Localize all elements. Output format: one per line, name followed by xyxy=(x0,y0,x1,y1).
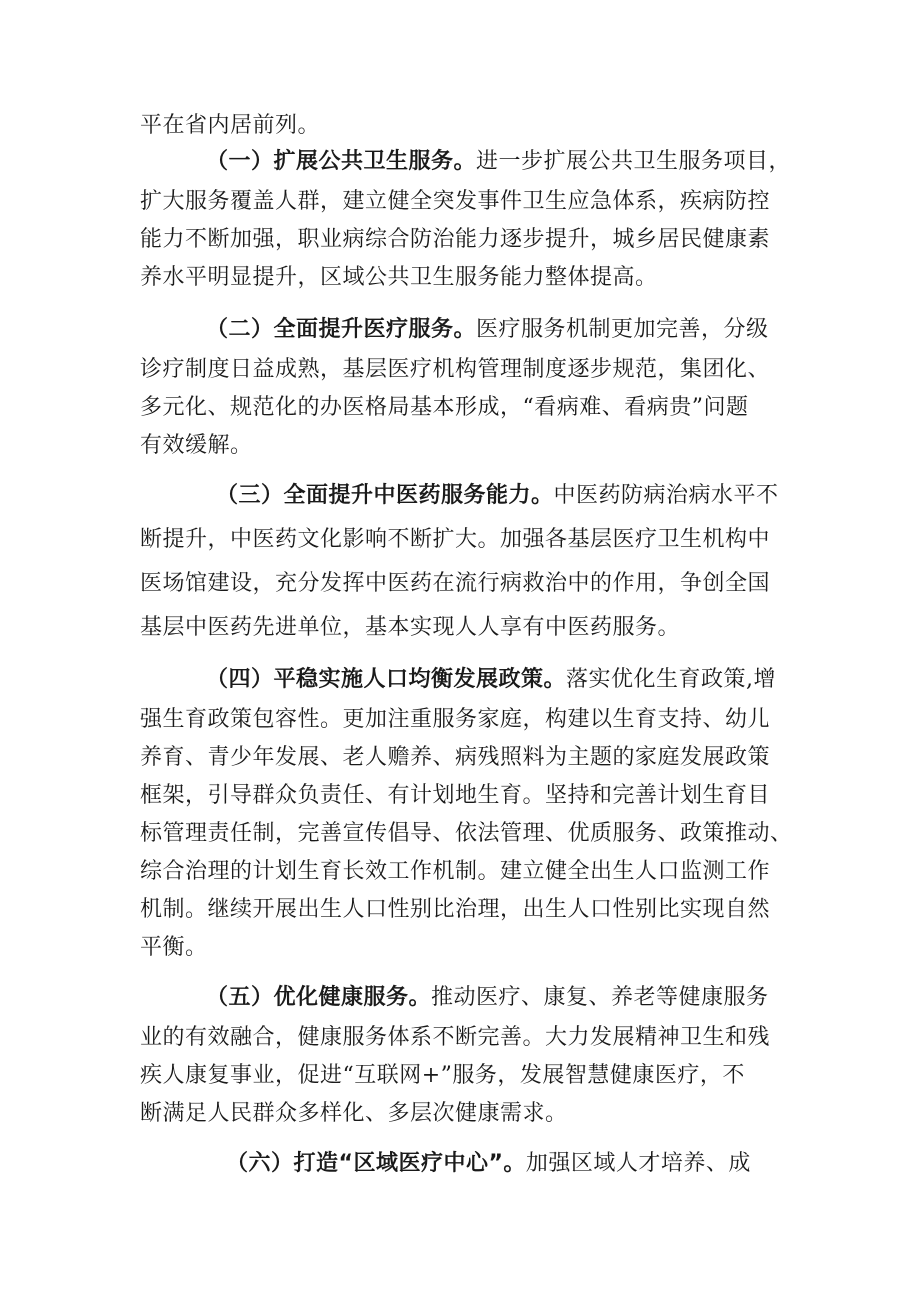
intro-text: 平在省内居前列。 xyxy=(140,113,321,138)
paragraph-line xyxy=(206,150,791,174)
paragraph-line: 机制。继续开展出生人口性别比治理，出生人口性别比实现自然 xyxy=(140,897,771,922)
paragraph-line xyxy=(226,1152,751,1176)
paragraph-line: 业的有效融合，健康服务体系不断完善。大力发展精神卫生和残 xyxy=(140,1025,771,1050)
section-heading: （二）全面提升医疗服务。 xyxy=(206,317,477,342)
paragraph-line xyxy=(216,484,779,508)
paragraph-text: 加强区域人才培养、成 xyxy=(525,1151,751,1176)
paragraph-line: 基层中医药先进单位，基本实现人人享有中医药服务。 xyxy=(140,615,681,640)
paragraph-line: 有效缓解。 xyxy=(140,433,253,458)
paragraph-text: 落实优化生育政策,增 xyxy=(566,667,777,692)
paragraph-line: 断提升，中医药文化影响不断扩大。加强各基层医疗卫生机构中 xyxy=(140,527,771,552)
paragraph-text: 进一步扩展公共卫生服务项目， xyxy=(476,149,792,174)
paragraph-text: 推动医疗、康复、养老等健康服务 xyxy=(431,985,769,1010)
paragraph-line: 标管理责任制，完善宣传倡导、依法管理、优质服务、政策推动、 xyxy=(140,821,793,846)
paragraph-line xyxy=(206,986,769,1010)
paragraph-line: 诊疗制度日益成熟，基层医疗机构管理制度逐步规范，集团化、 xyxy=(140,357,771,382)
section-heading: （六）打造“区域医疗中心”。 xyxy=(226,1151,526,1176)
paragraph-text: 中医药防病治病水平不 xyxy=(553,483,779,508)
section-heading: （四）平稳实施人口均衡发展政策。 xyxy=(206,667,567,692)
paragraph-line: 平衡。 xyxy=(140,935,208,960)
paragraph-line xyxy=(206,668,776,692)
paragraph-line: 养育、青少年发展、老人赡养、病残照料为主题的家庭发展政策 xyxy=(140,745,771,770)
paragraph-line: 强生育政策包容性。更加注重服务家庭，构建以生育支持、幼儿 xyxy=(140,707,771,732)
paragraph-line: 框架，引导群众负责任、有计划地生育。坚持和完善计划生育目 xyxy=(140,783,771,808)
paragraph-line: 断满足人民群众多样化、多层次健康需求。 xyxy=(140,1101,568,1126)
paragraph-line xyxy=(206,318,769,342)
section-heading: （三）全面提升中医药服务能力。 xyxy=(216,483,554,508)
paragraph-line: 综合治理的计划生育长效工作机制。建立健全出生人口监测工作 xyxy=(140,859,771,884)
section-heading: （一）扩展公共卫生服务。 xyxy=(206,149,477,174)
paragraph-text: 医疗服务机制更加完善，分级 xyxy=(476,317,769,342)
paragraph-line: 能力不断加强，职业病综合防治能力逐步提升，城乡居民健康素 xyxy=(140,227,771,252)
section-heading: （五）优化健康服务。 xyxy=(206,985,432,1010)
paragraph-line: 养水平明显提升，区域公共卫生服务能力整体提高。 xyxy=(140,265,658,290)
paragraph-line: 医场馆建设，充分发挥中医药在流行病救治中的作用，争创全国 xyxy=(140,571,771,596)
paragraph-line: 扩大服务覆盖人群，建立健全突发事件卫生应急体系，疾病防控 xyxy=(140,189,771,214)
paragraph-line: 疾人康复事业，促进“互联网+”服务，发展智慧健康医疗，不 xyxy=(140,1063,745,1088)
paragraph-line: 多元化、规范化的办医格局基本形成，“看病难、看病贵”问题 xyxy=(140,395,749,420)
